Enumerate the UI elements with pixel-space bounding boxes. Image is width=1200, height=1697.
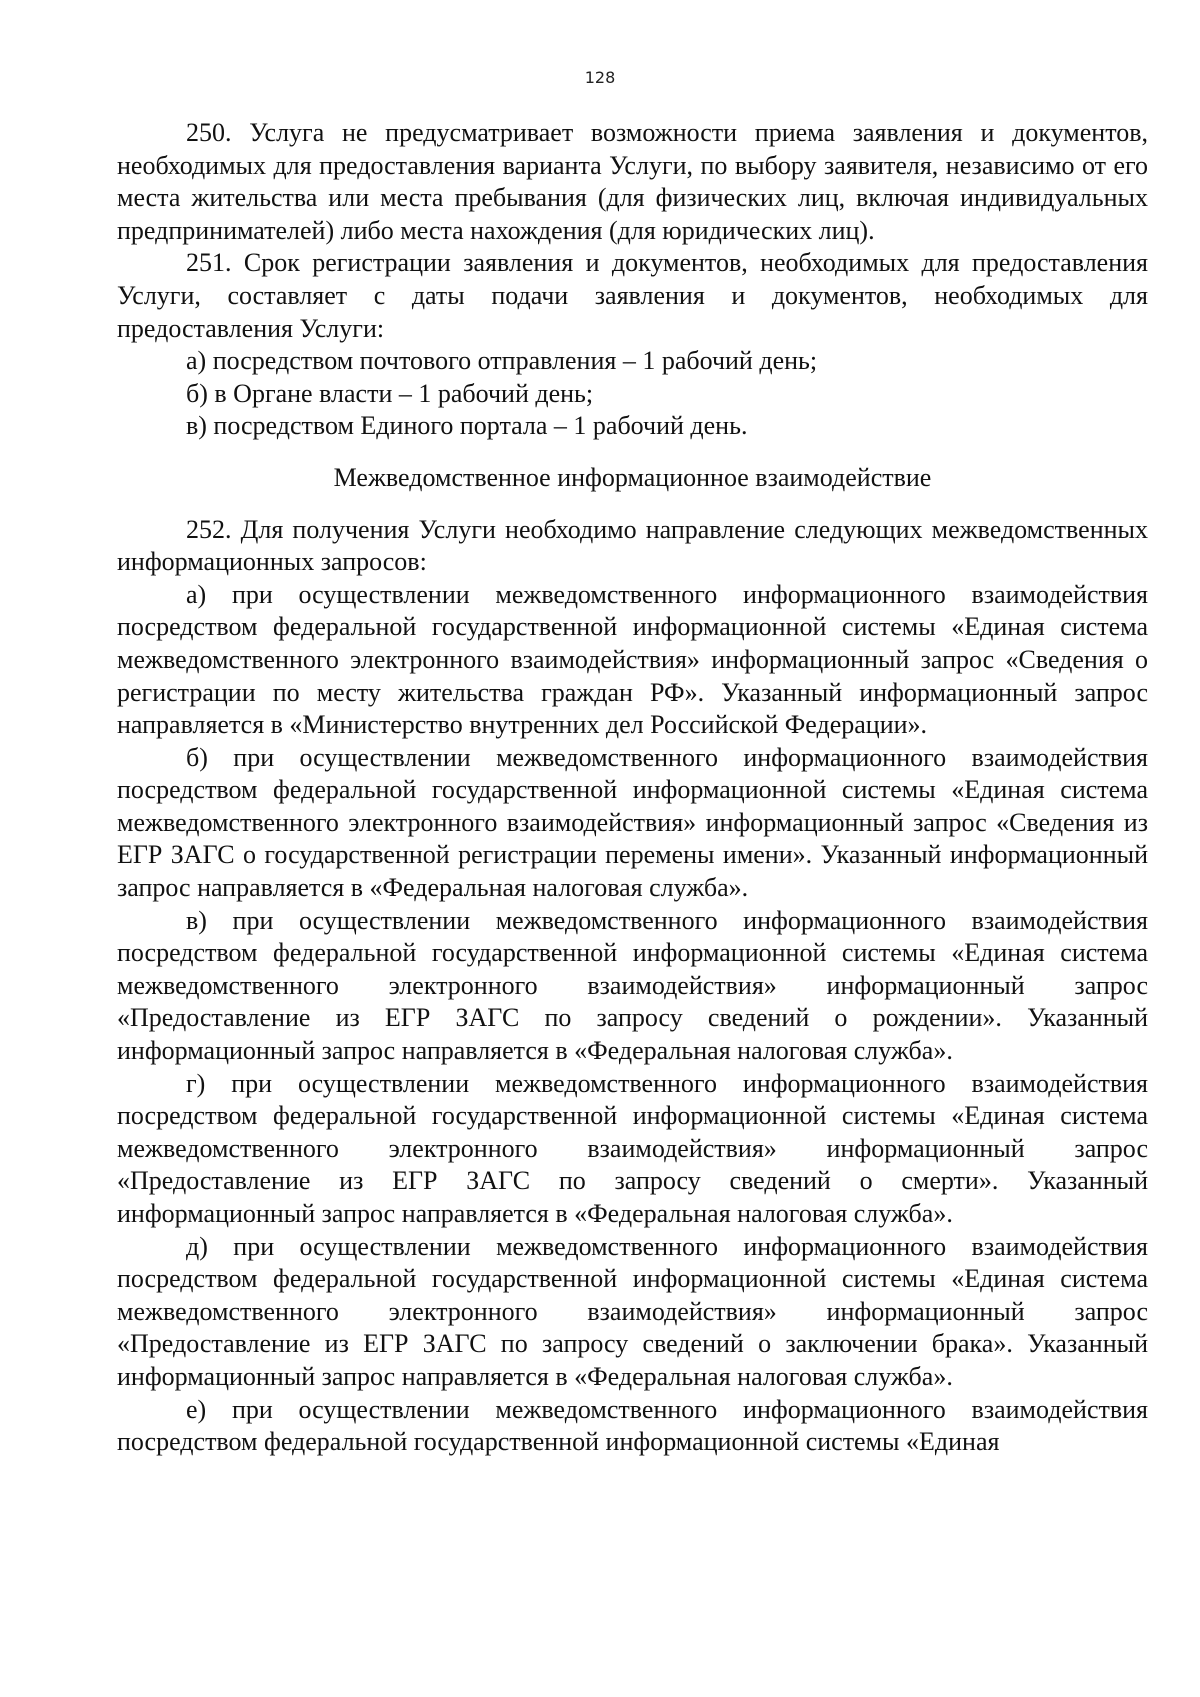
list-item-251-a: а) посредством почтового отправления – 1 рабочий день; bbox=[186, 346, 818, 376]
paragraph-252: 252. Для получения Услуги необходимо направление следующих межведомственных информационных запросов: bbox=[117, 514, 1148, 577]
section-heading: Межведомственное информационное взаимодействие bbox=[333, 462, 932, 492]
list-item-252-b: б) при осуществлении межведомственного информационного взаимодействия посредством федеральной государственной информационной системы «Единая система межведомственного электронного взаимодействия» информационный запрос «Сведения из ЕГР ЗАГС о государственной регистрации перемены имени». Указанный информационный запрос направляется в «Федеральная налоговая служба». bbox=[117, 742, 1148, 903]
list-item-251-b: б) в Органе власти – 1 рабочий день; bbox=[186, 378, 594, 408]
paragraph-251: 251. Срок регистрации заявления и документов, необходимых для предоставления Услуги, составляет с даты подачи заявления и документов, необходимых для предоставления Услуги: bbox=[117, 248, 1148, 343]
list-item-251-v: в) посредством Единого портала – 1 рабочий день. bbox=[186, 411, 748, 441]
list-item-252-e: е) при осуществлении межведомственного информационного взаимодействия посредством федеральной государственной информационной системы «Единая bbox=[117, 1394, 1148, 1457]
list-item-252-d: д) при осуществлении межведомственного информационного взаимодействия посредством федеральной государственной информационной системы «Единая система межведомственного электронного взаимодействия» информационный запрос «Предоставление из ЕГР ЗАГС по запросу сведений о заключении брака». Указанный информационный запрос направляется в «Федеральная налоговая служба». bbox=[117, 1231, 1148, 1391]
paragraph-250: 250. Услуга не предусматривает возможности приема заявления и документов, необходимых для предоставления варианта Услуги, по выбору заявителя, независимо от его места жительства или места пребывания (для физических лиц, включая индивидуальных предпринимателей) либо места нахождения (для юридических лиц). bbox=[117, 118, 1148, 245]
page-number: 128 bbox=[584, 68, 616, 87]
list-item-252-v: в) при осуществлении межведомственного информационного взаимодействия посредством федеральной государственной информационной системы «Единая система межведомственного электронного взаимодействия» информационный запрос «Предоставление из ЕГР ЗАГС по запросу сведений о рождении». Указанный информационный запрос направляется в «Федеральная налоговая служба». bbox=[117, 905, 1148, 1066]
document-body bbox=[117, 117, 1148, 1459]
list-item-252-g: г) при осуществлении межведомственного информационного взаимодействия посредством федеральной государственной информационной системы «Единая система межведомственного электронного взаимодействия» информационный запрос «Предоставление из ЕГР ЗАГС по запросу сведений о смерти». Указанный информационный запрос направляется в «Федеральная налоговая служба». bbox=[117, 1068, 1148, 1228]
list-item-252-a: а) при осуществлении межведомственного информационного взаимодействия посредством федеральной государственной информационной системы «Единая система межведомственного электронного взаимодействия» информационный запрос «Сведения о регистрации по месту жительства граждан РФ». Указанный информационный запрос направляется в «Министерство внутренних дел Российской Федерации». bbox=[117, 579, 1148, 740]
